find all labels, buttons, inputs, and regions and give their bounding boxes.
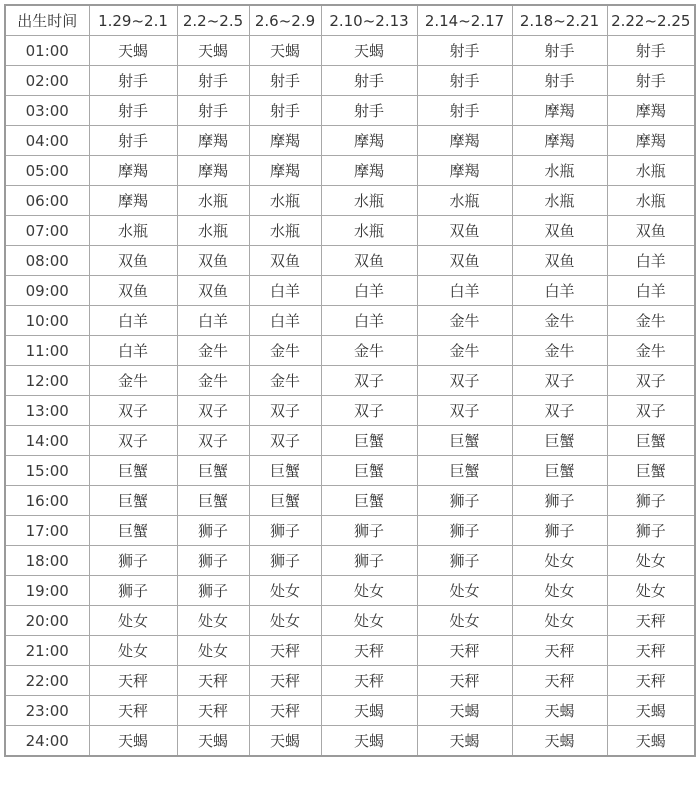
zodiac-sign-cell: 白羊 — [417, 276, 512, 306]
zodiac-sign-cell: 水瓶 — [321, 216, 417, 246]
zodiac-sign-cell: 巨蟹 — [321, 486, 417, 516]
zodiac-sign-cell: 水瓶 — [417, 186, 512, 216]
zodiac-sign-cell: 射手 — [321, 66, 417, 96]
zodiac-sign-cell: 处女 — [512, 546, 607, 576]
zodiac-sign-cell: 巨蟹 — [89, 456, 177, 486]
birth-time-cell: 02:00 — [5, 66, 89, 96]
zodiac-sign-cell: 白羊 — [512, 276, 607, 306]
zodiac-sign-cell: 白羊 — [249, 306, 321, 336]
birth-time-cell: 10:00 — [5, 306, 89, 336]
table-header-row — [5, 5, 695, 36]
zodiac-sign-cell: 狮子 — [607, 516, 695, 546]
zodiac-sign-cell: 金牛 — [249, 366, 321, 396]
zodiac-sign-cell: 水瓶 — [321, 186, 417, 216]
birth-time-cell: 09:00 — [5, 276, 89, 306]
zodiac-sign-cell: 天秤 — [177, 666, 249, 696]
birth-time-cell: 14:00 — [5, 426, 89, 456]
table-row — [5, 696, 695, 726]
zodiac-sign-cell: 水瓶 — [607, 186, 695, 216]
birth-time-cell: 03:00 — [5, 96, 89, 126]
zodiac-sign-cell: 射手 — [249, 96, 321, 126]
zodiac-sign-cell: 天秤 — [607, 606, 695, 636]
zodiac-sign-cell: 天蝎 — [321, 726, 417, 757]
zodiac-sign-cell: 摩羯 — [512, 126, 607, 156]
zodiac-sign-cell: 狮子 — [249, 516, 321, 546]
zodiac-sign-cell: 金牛 — [607, 306, 695, 336]
table-row — [5, 366, 695, 396]
zodiac-sign-cell: 白羊 — [89, 306, 177, 336]
zodiac-sign-cell: 巨蟹 — [321, 456, 417, 486]
zodiac-sign-cell: 双子 — [249, 426, 321, 456]
zodiac-sign-cell: 双子 — [417, 366, 512, 396]
column-header-date-range: 2.2~2.5 — [177, 5, 249, 36]
table-row — [5, 96, 695, 126]
zodiac-sign-cell: 射手 — [417, 66, 512, 96]
zodiac-sign-cell: 双鱼 — [249, 246, 321, 276]
zodiac-sign-cell: 狮子 — [177, 576, 249, 606]
zodiac-sign-cell: 射手 — [512, 66, 607, 96]
zodiac-sign-cell: 天蝎 — [249, 36, 321, 66]
zodiac-sign-cell: 水瓶 — [607, 156, 695, 186]
zodiac-sign-cell: 天秤 — [89, 696, 177, 726]
zodiac-sign-cell: 双子 — [512, 366, 607, 396]
zodiac-sign-cell: 天秤 — [417, 666, 512, 696]
birth-time-cell: 19:00 — [5, 576, 89, 606]
zodiac-sign-cell: 狮子 — [321, 516, 417, 546]
zodiac-sign-cell: 狮子 — [417, 516, 512, 546]
table-row — [5, 726, 695, 757]
zodiac-sign-cell: 天秤 — [177, 696, 249, 726]
zodiac-sign-cell: 金牛 — [177, 336, 249, 366]
zodiac-sign-cell: 白羊 — [321, 276, 417, 306]
zodiac-sign-cell: 天秤 — [249, 666, 321, 696]
zodiac-sign-cell: 双子 — [321, 396, 417, 426]
zodiac-sign-cell: 双鱼 — [512, 216, 607, 246]
column-header-date-range: 1.29~2.1 — [89, 5, 177, 36]
birth-time-cell: 18:00 — [5, 546, 89, 576]
table-row — [5, 306, 695, 336]
birth-time-cell: 11:00 — [5, 336, 89, 366]
table-row — [5, 36, 695, 66]
zodiac-sign-cell: 天蝎 — [512, 726, 607, 757]
zodiac-sign-cell: 水瓶 — [249, 186, 321, 216]
table-row — [5, 516, 695, 546]
table-row — [5, 606, 695, 636]
column-header-birth-time: 出生时间 — [5, 5, 89, 36]
zodiac-sign-cell: 双子 — [249, 396, 321, 426]
zodiac-sign-cell: 天蝎 — [249, 726, 321, 757]
table-row — [5, 216, 695, 246]
zodiac-sign-cell: 金牛 — [607, 336, 695, 366]
zodiac-sign-cell: 处女 — [417, 576, 512, 606]
zodiac-sign-cell: 水瓶 — [177, 186, 249, 216]
table-row — [5, 336, 695, 366]
zodiac-sign-cell: 天蝎 — [177, 726, 249, 757]
zodiac-sign-cell: 白羊 — [321, 306, 417, 336]
birth-time-cell: 22:00 — [5, 666, 89, 696]
zodiac-sign-cell: 射手 — [89, 66, 177, 96]
zodiac-sign-cell: 天蝎 — [607, 696, 695, 726]
zodiac-sign-cell: 巨蟹 — [321, 426, 417, 456]
zodiac-sign-cell: 摩羯 — [249, 126, 321, 156]
zodiac-sign-cell: 处女 — [177, 636, 249, 666]
zodiac-sign-cell: 摩羯 — [89, 186, 177, 216]
table-row — [5, 396, 695, 426]
zodiac-sign-cell: 天秤 — [249, 636, 321, 666]
birth-time-cell: 06:00 — [5, 186, 89, 216]
zodiac-sign-cell: 处女 — [512, 606, 607, 636]
zodiac-sign-cell: 摩羯 — [512, 96, 607, 126]
zodiac-sign-cell: 水瓶 — [249, 216, 321, 246]
birth-time-cell: 23:00 — [5, 696, 89, 726]
zodiac-sign-cell: 金牛 — [321, 336, 417, 366]
zodiac-sign-cell: 狮子 — [89, 546, 177, 576]
zodiac-sign-cell: 双子 — [607, 366, 695, 396]
zodiac-sign-cell: 摩羯 — [607, 96, 695, 126]
zodiac-sign-cell: 天蝎 — [417, 726, 512, 757]
zodiac-sign-cell: 金牛 — [417, 306, 512, 336]
zodiac-sign-cell: 射手 — [249, 66, 321, 96]
zodiac-sign-cell: 双鱼 — [512, 246, 607, 276]
birth-time-cell: 04:00 — [5, 126, 89, 156]
zodiac-sign-cell: 处女 — [177, 606, 249, 636]
zodiac-sign-cell: 天秤 — [607, 666, 695, 696]
table-body — [5, 36, 695, 757]
zodiac-sign-cell: 狮子 — [417, 546, 512, 576]
zodiac-sign-cell: 双子 — [321, 366, 417, 396]
birth-time-cell: 01:00 — [5, 36, 89, 66]
zodiac-sign-cell: 摩羯 — [321, 156, 417, 186]
zodiac-sign-cell: 天秤 — [417, 636, 512, 666]
zodiac-sign-cell: 狮子 — [512, 486, 607, 516]
zodiac-sign-cell: 双鱼 — [417, 246, 512, 276]
zodiac-sign-cell: 射手 — [89, 96, 177, 126]
zodiac-sign-cell: 巨蟹 — [512, 426, 607, 456]
zodiac-sign-cell: 狮子 — [607, 486, 695, 516]
birth-time-cell: 17:00 — [5, 516, 89, 546]
birth-time-cell: 21:00 — [5, 636, 89, 666]
ascendant-sign-table — [4, 4, 696, 757]
zodiac-sign-cell: 狮子 — [249, 546, 321, 576]
zodiac-sign-cell: 处女 — [607, 576, 695, 606]
zodiac-sign-cell: 狮子 — [321, 546, 417, 576]
zodiac-sign-cell: 双鱼 — [177, 246, 249, 276]
birth-time-cell: 12:00 — [5, 366, 89, 396]
zodiac-sign-cell: 处女 — [89, 636, 177, 666]
zodiac-sign-cell: 摩羯 — [89, 156, 177, 186]
column-header-date-range: 2.18~2.21 — [512, 5, 607, 36]
zodiac-sign-cell: 摩羯 — [177, 126, 249, 156]
zodiac-sign-cell: 水瓶 — [177, 216, 249, 246]
zodiac-sign-cell: 巨蟹 — [89, 516, 177, 546]
zodiac-sign-cell: 天蝎 — [89, 36, 177, 66]
zodiac-sign-cell: 巨蟹 — [417, 456, 512, 486]
zodiac-sign-cell: 金牛 — [89, 366, 177, 396]
zodiac-sign-cell: 摩羯 — [177, 156, 249, 186]
zodiac-sign-cell: 狮子 — [417, 486, 512, 516]
zodiac-sign-cell: 射手 — [512, 36, 607, 66]
zodiac-sign-cell: 处女 — [249, 606, 321, 636]
ascendant-table-container — [4, 4, 694, 784]
column-header-date-range: 2.10~2.13 — [321, 5, 417, 36]
zodiac-sign-cell: 双子 — [177, 396, 249, 426]
zodiac-sign-cell: 射手 — [89, 126, 177, 156]
zodiac-sign-cell: 双子 — [89, 426, 177, 456]
zodiac-sign-cell: 处女 — [249, 576, 321, 606]
zodiac-sign-cell: 摩羯 — [417, 126, 512, 156]
table-row — [5, 636, 695, 666]
zodiac-sign-cell: 金牛 — [512, 306, 607, 336]
zodiac-sign-cell: 摩羯 — [249, 156, 321, 186]
zodiac-sign-cell: 天秤 — [321, 666, 417, 696]
zodiac-sign-cell: 射手 — [607, 66, 695, 96]
birth-time-cell: 13:00 — [5, 396, 89, 426]
zodiac-sign-cell: 天蝎 — [607, 726, 695, 757]
zodiac-sign-cell: 射手 — [417, 96, 512, 126]
zodiac-sign-cell: 巨蟹 — [607, 426, 695, 456]
zodiac-sign-cell: 金牛 — [177, 366, 249, 396]
zodiac-sign-cell: 摩羯 — [321, 126, 417, 156]
table-row — [5, 186, 695, 216]
zodiac-sign-cell: 巨蟹 — [177, 486, 249, 516]
zodiac-sign-cell: 双鱼 — [177, 276, 249, 306]
zodiac-sign-cell: 巨蟹 — [417, 426, 512, 456]
zodiac-sign-cell: 水瓶 — [512, 156, 607, 186]
zodiac-sign-cell: 天蝎 — [321, 696, 417, 726]
column-header-date-range: 2.22~2.25 — [607, 5, 695, 36]
zodiac-sign-cell: 双子 — [89, 396, 177, 426]
zodiac-sign-cell: 双鱼 — [321, 246, 417, 276]
zodiac-sign-cell: 白羊 — [607, 246, 695, 276]
zodiac-sign-cell: 双鱼 — [607, 216, 695, 246]
zodiac-sign-cell: 天蝎 — [89, 726, 177, 757]
zodiac-sign-cell: 巨蟹 — [607, 456, 695, 486]
zodiac-sign-cell: 处女 — [89, 606, 177, 636]
zodiac-sign-cell: 白羊 — [607, 276, 695, 306]
zodiac-sign-cell: 射手 — [607, 36, 695, 66]
zodiac-sign-cell: 巨蟹 — [89, 486, 177, 516]
birth-time-cell: 07:00 — [5, 216, 89, 246]
zodiac-sign-cell: 巨蟹 — [249, 456, 321, 486]
zodiac-sign-cell: 摩羯 — [417, 156, 512, 186]
zodiac-sign-cell: 天秤 — [512, 636, 607, 666]
table-row — [5, 126, 695, 156]
zodiac-sign-cell: 天秤 — [89, 666, 177, 696]
birth-time-cell: 16:00 — [5, 486, 89, 516]
birth-time-cell: 15:00 — [5, 456, 89, 486]
zodiac-sign-cell: 双子 — [512, 396, 607, 426]
zodiac-sign-cell: 天秤 — [512, 666, 607, 696]
zodiac-sign-cell: 天蝎 — [177, 36, 249, 66]
column-header-date-range: 2.6~2.9 — [249, 5, 321, 36]
zodiac-sign-cell: 狮子 — [89, 576, 177, 606]
zodiac-sign-cell: 摩羯 — [607, 126, 695, 156]
zodiac-sign-cell: 金牛 — [249, 336, 321, 366]
zodiac-sign-cell: 天蝎 — [321, 36, 417, 66]
zodiac-sign-cell: 金牛 — [417, 336, 512, 366]
zodiac-sign-cell: 巨蟹 — [249, 486, 321, 516]
column-header-date-range: 2.14~2.17 — [417, 5, 512, 36]
table-row — [5, 576, 695, 606]
zodiac-sign-cell: 水瓶 — [512, 186, 607, 216]
zodiac-sign-cell: 射手 — [177, 66, 249, 96]
zodiac-sign-cell: 双子 — [177, 426, 249, 456]
zodiac-sign-cell: 射手 — [417, 36, 512, 66]
zodiac-sign-cell: 水瓶 — [89, 216, 177, 246]
zodiac-sign-cell: 天秤 — [607, 636, 695, 666]
zodiac-sign-cell: 双子 — [607, 396, 695, 426]
zodiac-sign-cell: 天蝎 — [417, 696, 512, 726]
table-row — [5, 156, 695, 186]
zodiac-sign-cell: 处女 — [607, 546, 695, 576]
table-row — [5, 486, 695, 516]
table-row — [5, 426, 695, 456]
zodiac-sign-cell: 狮子 — [512, 516, 607, 546]
birth-time-cell: 20:00 — [5, 606, 89, 636]
table-row — [5, 546, 695, 576]
table-row — [5, 276, 695, 306]
zodiac-sign-cell: 白羊 — [177, 306, 249, 336]
zodiac-sign-cell: 狮子 — [177, 516, 249, 546]
zodiac-sign-cell: 射手 — [177, 96, 249, 126]
zodiac-sign-cell: 处女 — [321, 576, 417, 606]
zodiac-sign-cell: 天秤 — [321, 636, 417, 666]
zodiac-sign-cell: 白羊 — [89, 336, 177, 366]
zodiac-sign-cell: 白羊 — [249, 276, 321, 306]
table-row — [5, 456, 695, 486]
zodiac-sign-cell: 双鱼 — [417, 216, 512, 246]
zodiac-sign-cell: 巨蟹 — [177, 456, 249, 486]
table-row — [5, 66, 695, 96]
zodiac-sign-cell: 天秤 — [249, 696, 321, 726]
zodiac-sign-cell: 双鱼 — [89, 276, 177, 306]
zodiac-sign-cell: 双子 — [417, 396, 512, 426]
zodiac-sign-cell: 处女 — [512, 576, 607, 606]
zodiac-sign-cell: 处女 — [417, 606, 512, 636]
zodiac-sign-cell: 双鱼 — [89, 246, 177, 276]
table-row — [5, 246, 695, 276]
zodiac-sign-cell: 天蝎 — [512, 696, 607, 726]
birth-time-cell: 05:00 — [5, 156, 89, 186]
birth-time-cell: 08:00 — [5, 246, 89, 276]
zodiac-sign-cell: 巨蟹 — [512, 456, 607, 486]
birth-time-cell: 24:00 — [5, 726, 89, 757]
table-row — [5, 666, 695, 696]
zodiac-sign-cell: 射手 — [321, 96, 417, 126]
zodiac-sign-cell: 狮子 — [177, 546, 249, 576]
zodiac-sign-cell: 金牛 — [512, 336, 607, 366]
zodiac-sign-cell: 处女 — [321, 606, 417, 636]
